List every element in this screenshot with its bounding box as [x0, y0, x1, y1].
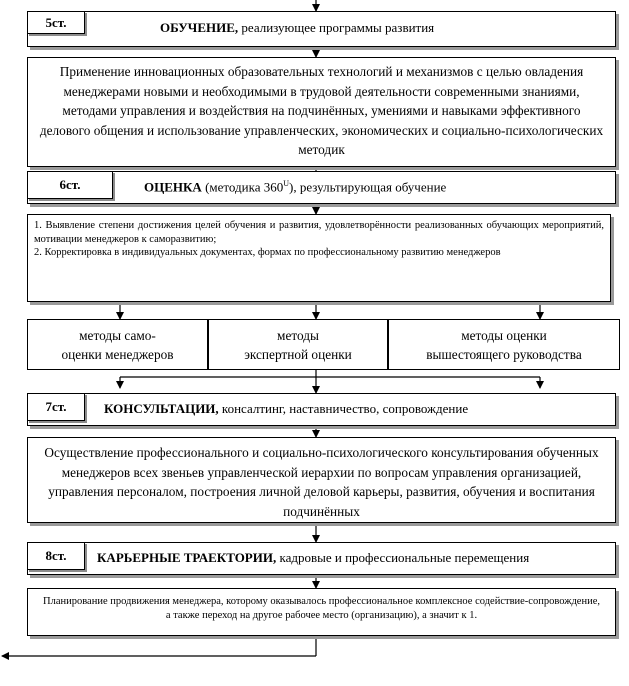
method-expert-assessment-line2: экспертной оценки — [244, 347, 352, 362]
block6-item-2: 2. Корректировка в индивидуальных документах, формах по профессиональному развитию менеджеров — [34, 247, 501, 258]
stage8-label: 8ст. — [27, 542, 85, 570]
stage6-label: 6ст. — [27, 171, 113, 199]
method-management-assessment-line1: методы оценки — [461, 328, 547, 343]
stage6-title-paren: (методика 360 — [201, 179, 284, 195]
method-self-assessment — [28, 320, 209, 369]
method-expert-assessment — [209, 320, 389, 369]
stage8-title-bold: КАРЬЕРНЫЕ ТРАЕКТОРИИ, — [97, 550, 277, 565]
stage5-title-rest: реализующее программы развития — [238, 20, 435, 35]
method-management-assessment-line2: вышестоящего руководства — [426, 347, 582, 362]
block5-description — [27, 57, 616, 167]
method-self-assessment-line1: методы само- — [79, 328, 156, 343]
stage6-title-rest: ), результирующая обучение — [289, 179, 447, 195]
block7-description — [27, 437, 616, 523]
stage5-title — [160, 20, 434, 36]
block6-description — [27, 214, 611, 302]
stage7-title-bold: КОНСУЛЬТАЦИИ, — [104, 401, 219, 416]
stage7-title — [104, 401, 468, 417]
stage5-title-bold: ОБУЧЕНИЕ, — [160, 20, 239, 35]
stage7-title-rest: консалтинг, наставничество, сопровождение — [218, 401, 469, 416]
stage7-label: 7ст. — [27, 393, 85, 421]
methods-row — [27, 319, 620, 370]
method-self-assessment-line2: оценки менеджеров — [61, 347, 174, 362]
block8-description — [27, 588, 616, 636]
stage6-title-bold: ОЦЕНКА — [144, 179, 202, 195]
stage6-title — [144, 179, 446, 195]
block5-text: Применение инновационных образовательных технологий и механизмов с целью овладения менеджерами новыми и необходимыми в трудовой деятельности современными знаниями, методами управления и воздействия на подчинённых, умениями и навыками эффективного делового общения и использование управленческих, экономических и социально-психологических методик — [39, 64, 604, 157]
stage8-title-rest: кадровые и профессиональные перемещения — [276, 550, 530, 565]
block8-text: Планирование продвижения менеджера, которому оказывалось профессиональное комплексное содействие-сопровождение, а также переход на другое рабочее место (организацию), а значит к 1. — [43, 596, 600, 621]
stage5-label: 5ст. — [27, 11, 85, 34]
stage8-title — [97, 550, 529, 566]
method-expert-assessment-line1: методы — [277, 328, 319, 343]
stage6-title-sup: U — [283, 179, 290, 188]
method-management-assessment — [389, 320, 619, 369]
block6-item-1: 1. Выявление степени достижения целей обучения и развития, удовлетворённости реализованных обучающих мероприятий, мотивации менеджеров к саморазвитию; — [34, 220, 604, 245]
block7-text: Осуществление профессионального и социально-психологического консультирования обученных менеджеров всех звеньев управленческой иерархии по вопросам управления организацией, управления персоналом, построения личной деловой карьеры, развития, обучения и воспитания подчинённых — [44, 445, 599, 519]
